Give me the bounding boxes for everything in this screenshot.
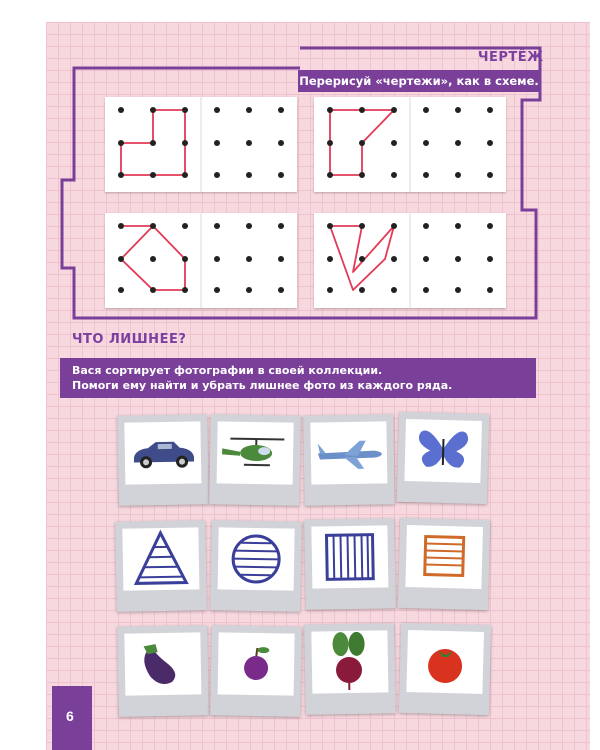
photo-card[interactable] — [117, 625, 209, 717]
square-vertical-lines-icon — [304, 518, 396, 610]
photo-card[interactable] — [399, 623, 491, 715]
car-icon — [117, 414, 209, 506]
task-line-2: Помоги ему найти и убрать лишнее фото из каждого ряда. — [72, 379, 453, 392]
photo-card[interactable] — [210, 625, 302, 717]
helicopter-icon — [209, 414, 301, 506]
page-number-tab — [52, 686, 92, 750]
eggplant-icon — [117, 625, 209, 717]
photo-card[interactable] — [304, 623, 396, 715]
triangle-lines-icon — [115, 520, 207, 612]
task-banner — [60, 358, 536, 398]
butterfly-icon — [397, 412, 489, 504]
section-title-drawing: ЧЕРТЁЖ — [478, 50, 544, 65]
photo-card[interactable] — [210, 520, 302, 612]
tomato-icon — [399, 623, 491, 715]
beet-icon — [304, 623, 396, 715]
photo-card[interactable] — [304, 518, 396, 610]
instruction-banner: Перерисуй «чертежи», как в схеме. — [298, 70, 540, 92]
task-line-1: Вася сортирует фотографии в своей коллекции. — [72, 364, 383, 377]
photo-card[interactable] — [397, 412, 489, 504]
circle-lines-icon — [210, 520, 302, 612]
photo-card[interactable] — [209, 414, 301, 506]
plum-icon — [210, 625, 302, 717]
section-title-odd-one-out: ЧТО ЛИШНЕЕ? — [72, 332, 187, 347]
photo-card[interactable] — [117, 414, 209, 506]
photo-card[interactable] — [303, 414, 395, 506]
page-number: 6 — [66, 708, 74, 724]
photo-card[interactable] — [115, 520, 207, 612]
square-horizontal-lines-icon — [398, 518, 490, 610]
photo-card[interactable] — [398, 518, 490, 610]
airplane-icon — [303, 414, 395, 506]
